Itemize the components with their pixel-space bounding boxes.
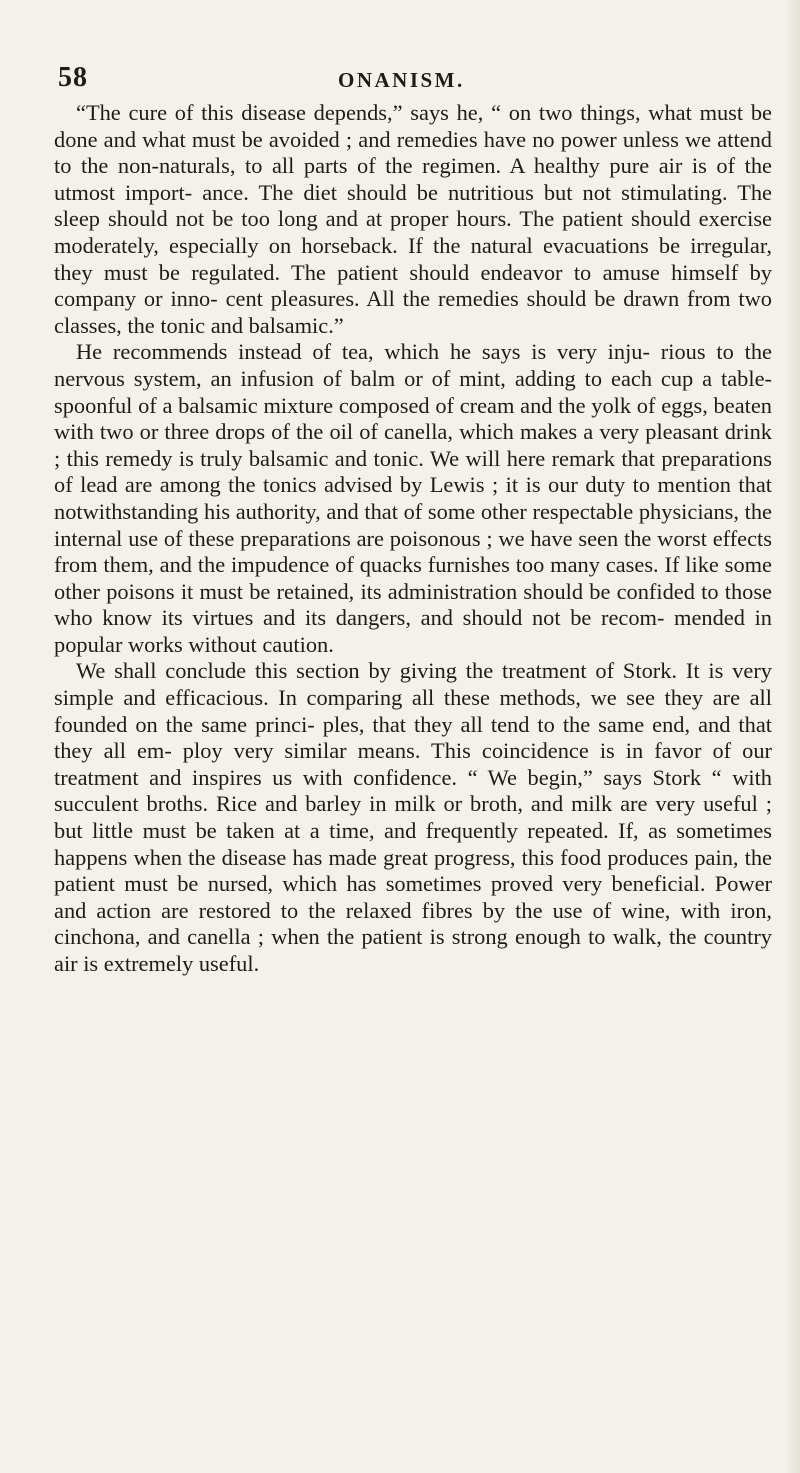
paragraph-tea-remedy: He recommends instead of tea, which he says is very inju- rious to the nervous system, an infusion of balm or of mint, adding to each cup a table-spoonful of a balsamic mixture composed of cream and the yolk of eggs, beaten with two or three drops of the oil of canella, which makes a very pleasant drink ; this remedy is truly balsamic and tonic. We will here remark that preparations of lead are among the tonics advised by Lewis ; it is our duty to mention that notwithstanding his authority, and that of some other respectable physicians, the internal use of these preparations are poisonous ; we have seen the worst effects from them, and the impudence of quacks furnishes too many cases. If like some other poisons it must be retained, its administration should be confided to those who know its virtues and its dangers, and should not be recom- mended in popular works without caution. bbox=[54, 339, 772, 657]
page-number: 58 bbox=[58, 62, 88, 93]
page-edge-shadow bbox=[786, 0, 800, 1473]
paragraph-cure-quote: “The cure of this disease depends,” says he, “ on two things, what must be done and what must be avoided ; and remedies have no power unless we attend to the non-naturals, to all parts of the regimen. A healthy pure air is of the utmost import- ance. The diet should be nutritious but not stimulating. The sleep should not be too long and at proper hours. The patient should exercise moderately, especially on horseback. If the natural evacuations be irregular, they must be regulated. The patient should endeavor to amuse himself by company or inno- cent pleasures. All the remedies should be drawn from two classes, the tonic and balsamic.” bbox=[54, 100, 772, 338]
paragraph-stork-treatment: We shall conclude this section by giving the treatment of Stork. It is very simple and efficacious. In comparing all these methods, we see they are all founded on the same princi- ples, that they all tend to the same end, and that they all em- ploy very similar means. This coincidence is in favor of our treatment and inspires us with confidence. “ We begin,” says Stork “ with succulent broths. Rice and barley in milk or broth, and milk are very useful ; but little must be taken at a time, and frequently repeated. If, as sometimes happens when the disease has made great progress, this food produces pain, the patient must be nursed, which has sometimes proved very beneficial. Power and action are restored to the relaxed fibres by the use of wine, with iron, cinchona, and canella ; when the patient is strong enough to walk, the country air is extremely useful. bbox=[54, 658, 772, 976]
body-text bbox=[54, 100, 772, 978]
running-head bbox=[58, 62, 778, 96]
running-title: ONANISM. bbox=[338, 68, 465, 92]
